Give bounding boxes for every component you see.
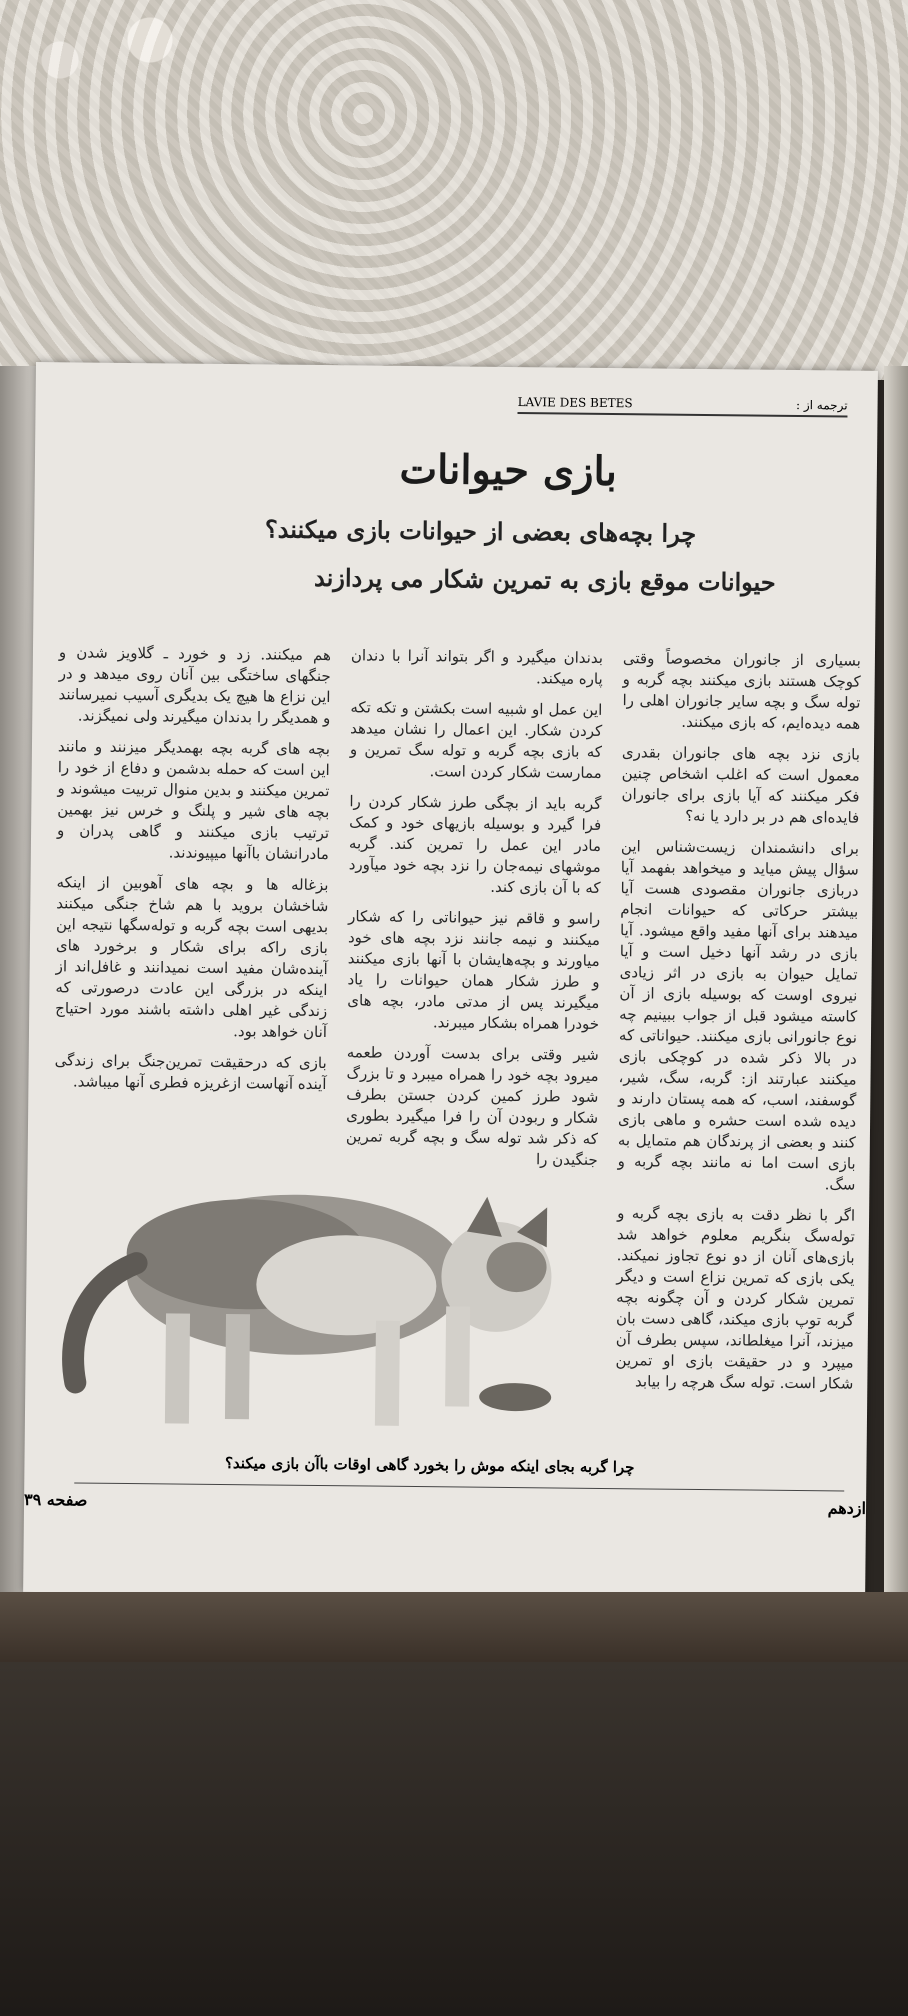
paragraph: هم میکنند. زد و خورد ـ گلاویز شدن و جنگهای ساختگی بین آنان روی میدهد و در این نزاع ها هیچ یک بدیگری آسیب نمیرسانند و همدیگر را بدندان میگیرند ولی نمیگزند.: [58, 643, 332, 728]
paragraph: اگر با نظر دقت به بازی بچه گربه و توله‌سگ بنگریم معلوم خواهد شد بازی‌های آنان از دو نوع تجاوز نمیکند. یکی بازی که تمرین نزاع است و دیگر تمرین شکار کردن و آن چگونه بچه گربه توپ بازی میکند، گاهی دست بان میزند، آنرا میغلطاند، سپس بطرف آن میپرد و در حقیقت بازی او تمرین شکار است. توله سگ هرچه را بیابد: [615, 1204, 856, 1393]
paragraph: بدندان میگیرد و اگر بتواند آنرا با دندان پاره میکند.: [350, 646, 604, 688]
magazine-page: [23, 362, 878, 1601]
paragraph: راسو و قاقم نیز حیواناتی را که شکار میکنند و نیمه جانند نزد بچه های خود میاورند و بچه‌هایشان با آنها بازی میکنند و طرز شکار همان حیوانات را یاد میگیرند پس از مدتی مادر، بچه های خودرا همراه بشکار میبرند.: [347, 907, 601, 1033]
paragraph: این عمل او شبیه است بکشتن و تکه تکه کردن شکار. این اعمال را نشان میدهد که بازی بچه گربه و توله سگ تمرین و ممارست شکار کردن است.: [349, 698, 603, 782]
book-edge: [0, 1592, 908, 1662]
paragraph: بازی نزد بچه های جانوران بقدری معمول است که اغلب اشخاص چنین فکر میکنند که آیا بازی برای جانوران فایده‌ای هم در بر دارد یا نه؟: [621, 743, 861, 827]
issue-label: ازدهم: [827, 1498, 867, 1518]
paragraph: بچه های گربه بچه بهمدیگر میزنند و مانند این است که حمله بدشمن و دفاع از خود را تمرین میکنند و بدین منوال تربیت میشوند و بچه های شیر و پلنگ و خرس نیز بهمین ترتیب بازی میکنند و گاهی پدران و مادرانشان باآنها میپیوندند.: [57, 737, 331, 864]
text-column-middle: [345, 645, 604, 1169]
paragraph: گربه باید از بچگی طرز شکار کردن را فرا گیرد و بوسیله بازیهای خود و کمک مادر این عمل را تمرین کند. گربه موشهای نیمه‌جان را نزد بچه خود میآورد که با آن بازی کند.: [348, 792, 602, 897]
image-caption: چرا گربه بجای اینکه موش را بخورد گاهی اوقات باآن بازی میکند؟: [224, 1454, 635, 1477]
magazine-name: LAVIE DES BETES: [517, 395, 633, 411]
article-subheading: حیوانات موقع بازی به تمرین شکار می پردازند: [313, 562, 776, 597]
cat-with-mouse-illustration: [45, 1132, 608, 1438]
source-label: ترجمه از :: [795, 397, 848, 413]
paragraph: بسیاری از جانوران مخصوصاً وقتی کوچک هستند بازی میکنند بچه گربه و توله سگ و بچه سایر جانوران اهلی را همه دیده‌ایم، که بازی میکنند.: [622, 649, 862, 733]
paragraph: شیر وقتی برای بدست آوردن طعمه میرود بچه خود را همراه میبرد و تا بزرگ شود طرز کمین کردن جستن بطرف شکار و ربودن آن را فرا میگیرد بطوری که ذکر شد توله سگ و بچه گربه تمرین جنگیدن را: [345, 1043, 599, 1169]
article-title: بازی حیوانات: [399, 445, 618, 496]
page-edge: [884, 366, 908, 1596]
text-column-left: [54, 642, 331, 1125]
page-header: [517, 395, 847, 417]
dark-background: [0, 1662, 908, 2016]
lace-tablecloth: [0, 0, 908, 380]
paragraph: بازی که درحقیقت تمرین‌جنگ برای زندگی آینده آنهاست ازغریزه فطری آنها میباشد.: [54, 1051, 327, 1094]
paragraph: برای دانشمندان زیست‌شناس این سؤال پیش میاید و میخواهد بفهمد آیا دربازی جانوران مقصودی هست آیا بیشتر حرکاتی که حیوانات انجام میدهند برای آنها مفید واقع میشود. آیا بازی در رشد آنها دخیل است و آیا تمایل حیوان به بازی در اثر زیادی نیروی اوست که بوسیله بازی از آن کاسته میشود قبل از جواب ببینیم چه نوع جانورانی بازی میکنند. حیواناتی که در بالا ذکر شده در کوچکی بازی میکنند عبارتند از: گربه، سگ، شیر، گوسفند، اسب، که همه پستان دارند و دیده شده است حشره و ماهی بازی کنند و بعضی از پرندگان هم متمایل به بازی است اما نه مانند بچه گربه و سگ.: [617, 837, 860, 1194]
paragraph: بزغاله ها و بچه های آهو‌بین از اینکه شاخشان بروید با هم شاخ جنگی میکنند بدیهی است بچه گربه و توله‌سگها نتیجه این بازی راکه برای شکار و برخورد های آینده‌شان مفید است نمیدانند و غافل‌اند از اینکه در بزرگی این عادت درصورتی که زندگی غیر اهلی داشته باشند مورد احتیاج آنان خواهد بود.: [55, 873, 329, 1042]
page-number: صفحه ۳۹: [23, 1489, 88, 1510]
footer-rule: [74, 1482, 844, 1491]
article-subtitle: چرا بچه‌های بعضی از حیوانات بازی میکنند؟: [264, 514, 697, 548]
text-column-right: [615, 648, 861, 1404]
